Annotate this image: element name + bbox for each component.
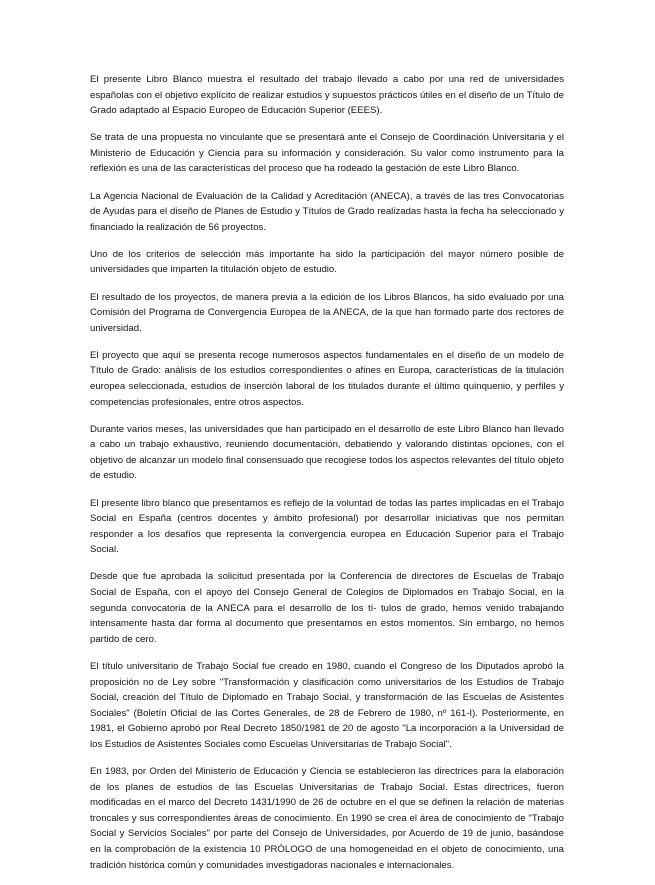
paragraph-2: Se trata de una propuesta no vinculante que se presentará ante el Consejo de Coordinación Universitaria y el Ministerio de Educación y Ciencia para su información y consideración. Su valor como instrumento para la reflexión es una de las características del proceso que ha rodeado la gestación de este Libro Blanco. <box>90 132 564 175</box>
paragraph-5: El resultado de los proyectos, de manera previa a la edición de los Libros Blancos, ha sido evaluado por una Comisión del Programa de Convergencia Europea de la ANECA, de la que han formado parte dos rectores de universidad. <box>90 291 564 334</box>
paragraph-8: El presente libro blanco que presentamos es reflejo de la voluntad de todas las partes implicadas en el Trabajo Social en España (centros docentes y ámbito profesional) por desarrollar iniciativas que nos permitan responder a los desafíos que representa la convergencia europea en Educación Superior para el Trabajo Social. <box>90 497 564 556</box>
document-page <box>90 72 564 885</box>
paragraph-10: El título universitario de Trabajo Social fue creado en 1980, cuando el Congreso de los Diputados aprobó la proposición no de Ley sobre "Transformación y clasificación como universitarios de los Estudios de Trabajo Social, creación del Título de Diplomado en Trabajo Social, y transformación de las Escuelas de Asistentes Sociales" (Boletín Oficial de las Cortes Generales, de 28 de Febrero de 1980, nº 161-I). Posteriormente, en 1981, el Gobierno aprobó por Real Decreto 1850/1981 de 20 de agosto "La incorporación a la Universidad de los Estudios de Asistentes Sociales como Escuelas Universitarias de Trabajo Social". <box>90 660 564 750</box>
paragraph-4: Uno de los criterios de selección más importante ha sido la participación del mayor número posible de universidades que imparten la titulación objeto de estudio. <box>90 248 564 276</box>
paragraph-3: La Agencia Nacional de Evaluación de la Calidad y Acreditación (ANECA), a través de las tres Convocatorias de Ayudas para el diseño de Planes de Estudio y Títulos de Grado realizadas hasta la fecha ha seleccionado y financiado la realización de 56 proyectos. <box>90 190 564 233</box>
paragraph-11: En 1983, por Orden del Ministerio de Educación y Ciencia se establecieron las directrices para la elaboración de los planes de estudios de las Escuelas Universitarias de Trabajo Social. Estas directrices, fueron modificadas en el marco del Decreto 1431/1990 de 26 de octubre en el que se definen la relación de materias troncales y sus correspondientes áreas de conocimiento. En 1990 se crea el área de conocimiento de "Trabajo Social y Servicios Sociales" por parte del Consejo de Universidades, por Acuerdo de 19 de junio, basándose en la comprobación de la existencia 10 PRÓLOGO de una homogeneidad en el objeto de conocimiento, una tradición histórica común y comunidades investigadoras nacionales e internacionales. <box>90 765 564 871</box>
paragraph-1: El presente Libro Blanco muestra el resultado del trabajo llevado a cabo por una red de universidades españolas con el objetivo explícito de realizar estudios y supuestos prácticos útiles en el diseño de un Título de Grado adaptado al Espacio Europeo de Educación Superior (EEES). <box>90 74 564 117</box>
paragraph-9: Desde que fue aprobada la solicitud presentada por la Conferencia de directores de Escuelas de Trabajo Social de España, con el apoyo del Consejo General de Colegios de Diplomados en Trabajo Social, en la segunda convocatoria de la ANECA para el desarrollo de los tí- tulos de grado, hemos venido trabajando intensamente hasta dar forma al documento que presentamos en estos momentos. Sin embargo, no hemos partido de cero. <box>90 571 564 645</box>
paragraph-6: El proyecto que aquí se presenta recoge numerosos aspectos fundamentales en el diseño de un modelo de Título de Grado: análisis de los estudios correspondientes o afines en Europa, características de la titulación europea seleccionada, estudios de inserción laboral de los titulados durante el último quinquenio, y perfiles y competencias profesionales, entre otros aspectos. <box>90 349 564 408</box>
paragraph-7: Durante varios meses, las universidades que han participado en el desarrollo de este Libro Blanco han llevado a cabo un trabajo exhaustivo, reuniendo documentación, debatiendo y valorando distintas opciones, con el objetivo de alcanzar un modelo final consensuado que recogiese todos los aspectos relevantes del título objeto de estudio. <box>90 423 564 482</box>
